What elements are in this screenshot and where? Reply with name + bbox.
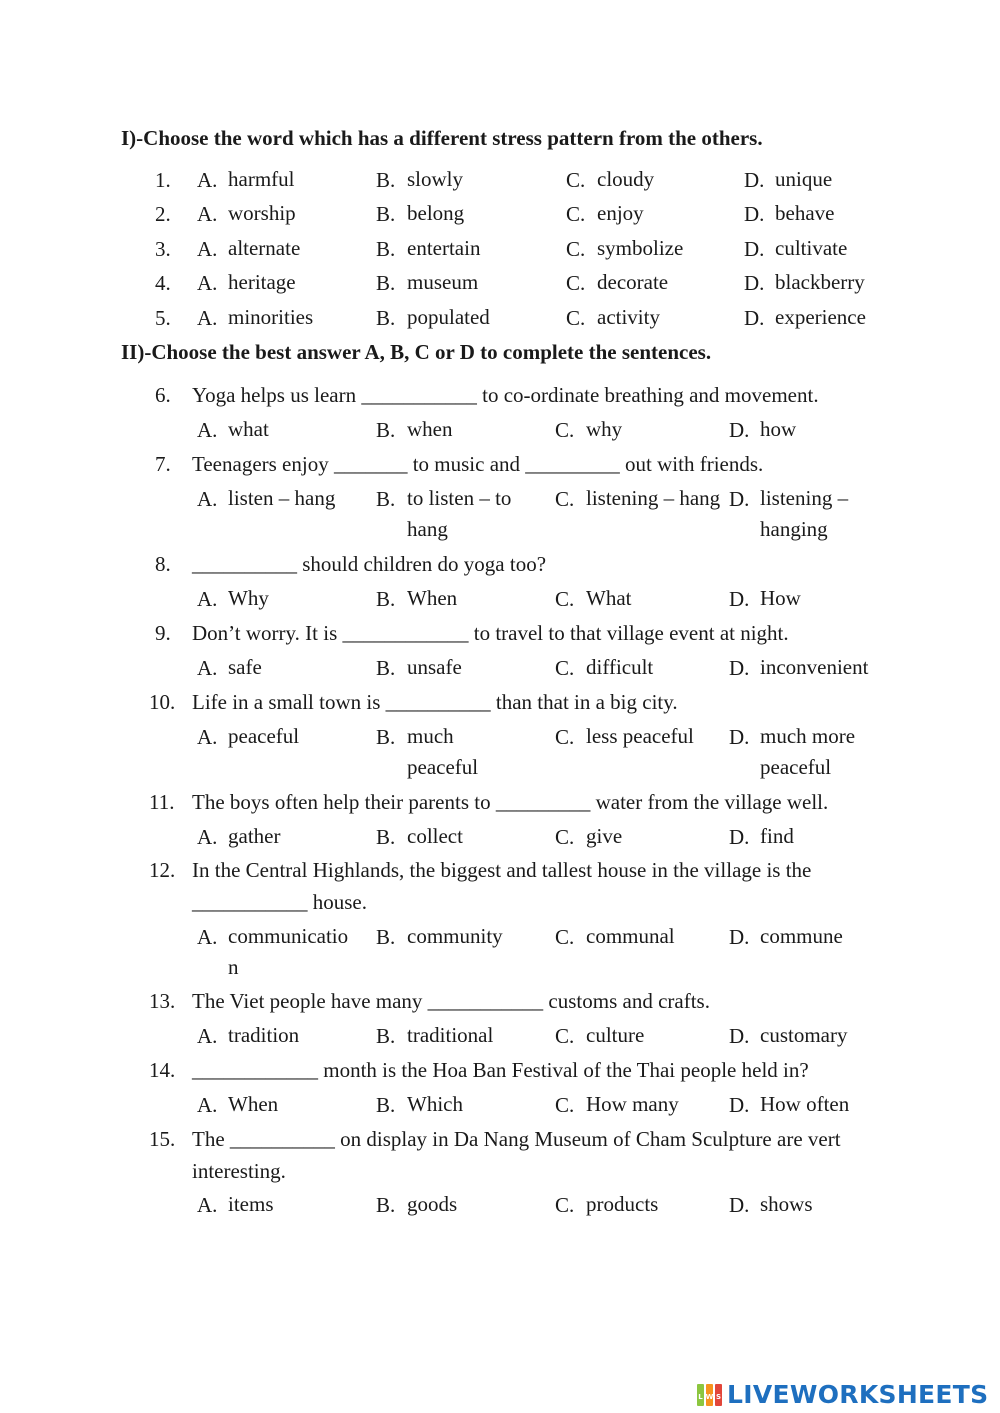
option-text: products	[586, 1192, 659, 1216]
option-letter: C.	[555, 418, 575, 442]
option-letter: C.	[555, 1024, 575, 1048]
option-text: decorate	[597, 270, 669, 294]
option-text: when	[407, 417, 453, 441]
option-text: listening – hanging	[760, 486, 849, 541]
option-text: Why	[228, 586, 269, 610]
option-letter: D.	[744, 271, 765, 295]
option-text: much more peaceful	[760, 724, 856, 779]
option-letter: B.	[376, 1024, 396, 1048]
option-text: cultivate	[775, 236, 848, 260]
option-text: heritage	[228, 270, 296, 294]
option-text: blackberry	[775, 270, 865, 294]
option-text: experience	[775, 305, 866, 329]
option-letter: C.	[555, 1093, 575, 1117]
question-number: 6.	[155, 383, 171, 407]
option-text: belong	[407, 201, 465, 225]
option-letter: A.	[197, 168, 218, 192]
option-letter: D.	[744, 202, 765, 226]
option-text: What	[586, 586, 632, 610]
option-letter: D.	[744, 306, 765, 330]
option-letter: A.	[197, 237, 218, 261]
option-text: listen – hang	[228, 486, 336, 510]
option-text: customary	[760, 1023, 848, 1047]
option-text: How many	[586, 1092, 679, 1116]
option-letter: D.	[729, 1093, 750, 1117]
option-letter: C.	[566, 271, 586, 295]
question-number: 13.	[149, 989, 176, 1013]
option-text: communal	[586, 924, 675, 948]
logo-letter-w: W	[705, 1393, 714, 1401]
option-text: commune	[760, 924, 843, 948]
option-letter: B.	[376, 1093, 396, 1117]
option-letter: D.	[744, 237, 765, 261]
option-text: to listen – to hang	[407, 486, 512, 541]
option-text: When	[228, 1092, 279, 1116]
option-letter: A.	[197, 1093, 218, 1117]
question-number: 14.	[149, 1058, 176, 1082]
option-text: minorities	[228, 305, 314, 329]
question-text: In the Central Highlands, the biggest and tallest house in the village is the	[192, 858, 812, 882]
option-letter: B.	[376, 271, 396, 295]
option-letter: A.	[197, 306, 218, 330]
option-text: traditional	[407, 1023, 494, 1047]
option-text: how	[760, 417, 797, 441]
option-letter: C.	[555, 1193, 575, 1217]
option-letter: A.	[197, 1193, 218, 1217]
question-number: 12.	[149, 858, 176, 882]
question-number: 1.	[155, 168, 171, 192]
question-number: 3.	[155, 237, 171, 261]
question-text-continued: ___________ house.	[192, 890, 367, 914]
option-text: listening – hang	[586, 486, 721, 510]
option-letter: A.	[197, 587, 218, 611]
question-number: 9.	[155, 621, 171, 645]
option-text: collect	[407, 824, 463, 848]
option-letter: A.	[197, 656, 218, 680]
option-letter: B.	[376, 656, 396, 680]
option-letter: B.	[376, 587, 396, 611]
option-text: community	[407, 924, 503, 948]
option-text: populated	[407, 305, 490, 329]
option-letter: A.	[197, 202, 218, 226]
option-text: gather	[228, 824, 281, 848]
question-text: Teenagers enjoy _______ to music and _________ out with friends.	[192, 452, 764, 476]
option-letter: D.	[729, 587, 750, 611]
option-letter: D.	[729, 656, 750, 680]
option-letter: D.	[744, 168, 765, 192]
option-text: culture	[586, 1023, 645, 1047]
option-text: find	[760, 824, 794, 848]
question-text: Life in a small town is __________ than that in a big city.	[192, 690, 678, 714]
option-letter: D.	[729, 487, 750, 511]
question-row	[0, 271, 1000, 303]
option-letter: B.	[376, 202, 396, 226]
option-letter: C.	[555, 925, 575, 949]
liveworksheets-logo-icon	[697, 1384, 723, 1406]
option-text: worship	[228, 201, 296, 225]
option-text: behave	[775, 201, 835, 225]
option-text: symbolize	[597, 236, 684, 260]
option-letter: C.	[566, 237, 586, 261]
option-letter: B.	[376, 306, 396, 330]
option-text: items	[228, 1192, 274, 1216]
option-text: difficult	[586, 655, 654, 679]
option-letter: B.	[376, 168, 396, 192]
question-text: The __________ on display in Da Nang Museum of Cham Sculpture are vert	[192, 1127, 841, 1151]
option-text: How	[760, 586, 801, 610]
question-number: 11.	[149, 790, 175, 814]
option-text: When	[407, 586, 458, 610]
option-letter: C.	[555, 487, 575, 511]
option-letter: D.	[729, 1024, 750, 1048]
question-row	[0, 306, 1000, 338]
option-letter: B.	[376, 487, 396, 511]
option-letter: A.	[197, 418, 218, 442]
option-text: Which	[407, 1092, 463, 1116]
question-number: 15.	[149, 1127, 176, 1151]
question-number: 5.	[155, 306, 171, 330]
question-text-continued: interesting.	[192, 1159, 286, 1183]
option-letter: A.	[197, 487, 218, 511]
question-text: Yoga helps us learn ___________ to co-ordinate breathing and movement.	[192, 383, 819, 407]
option-letter: A.	[197, 925, 218, 949]
question-number: 10.	[149, 690, 176, 714]
option-text: harmful	[228, 167, 295, 191]
option-text: enjoy	[597, 201, 644, 225]
option-letter: D.	[729, 418, 750, 442]
liveworksheets-brand-text: LIVEWORKSHEETS	[727, 1380, 989, 1409]
option-text: activity	[597, 305, 660, 329]
option-text: slowly	[407, 167, 464, 191]
option-text: peaceful	[228, 724, 300, 748]
liveworksheets-logo[interactable]	[697, 1380, 997, 1410]
logo-letter-s: S	[715, 1393, 722, 1401]
option-letter: B.	[376, 418, 396, 442]
option-text: unsafe	[407, 655, 462, 679]
question-number: 7.	[155, 452, 171, 476]
question-text: ____________ month is the Hoa Ban Festival of the Thai people held in?	[192, 1058, 809, 1082]
option-text: communication	[228, 924, 349, 979]
option-letter: D.	[729, 925, 750, 949]
option-letter: D.	[729, 1193, 750, 1217]
question-text: The boys often help their parents to _________ water from the village well.	[192, 790, 829, 814]
option-letter: B.	[376, 237, 396, 261]
question-number: 4.	[155, 271, 171, 295]
option-text: what	[228, 417, 269, 441]
option-letter: A.	[197, 725, 218, 749]
option-text: cloudy	[597, 167, 655, 191]
question-text: Don’t worry. It is ____________ to travel to that village event at night.	[192, 621, 789, 645]
section-1-heading: I)-Choose the word which has a different stress pattern from the others.	[121, 126, 763, 150]
question-number: 2.	[155, 202, 171, 226]
option-text: why	[586, 417, 623, 441]
section-2-heading: II)-Choose the best answer A, B, C or D to complete the sentences.	[121, 340, 712, 364]
option-text: inconvenient	[760, 655, 869, 679]
option-letter: C.	[566, 306, 586, 330]
option-text: goods	[407, 1192, 458, 1216]
option-text: entertain	[407, 236, 481, 260]
option-text: less peaceful	[586, 724, 694, 748]
option-text: shows	[760, 1192, 813, 1216]
option-text: give	[586, 824, 623, 848]
option-text: alternate	[228, 236, 301, 260]
option-letter: C.	[555, 656, 575, 680]
option-letter: B.	[376, 925, 396, 949]
option-letter: A.	[197, 271, 218, 295]
option-letter: C.	[555, 825, 575, 849]
option-letter: C.	[566, 168, 586, 192]
option-letter: C.	[555, 587, 575, 611]
question-row	[0, 202, 1000, 234]
option-letter: C.	[566, 202, 586, 226]
option-letter: C.	[555, 725, 575, 749]
question-text: __________ should children do yoga too?	[192, 552, 547, 576]
question-number: 8.	[155, 552, 171, 576]
option-text: safe	[228, 655, 262, 679]
option-letter: A.	[197, 825, 218, 849]
logo-letter-l: L	[698, 1393, 703, 1401]
option-letter: A.	[197, 1024, 218, 1048]
question-row	[0, 237, 1000, 269]
option-letter: D.	[729, 825, 750, 849]
option-letter: B.	[376, 1193, 396, 1217]
question-row	[0, 168, 1000, 200]
option-text: tradition	[228, 1023, 300, 1047]
option-text: unique	[775, 167, 833, 191]
option-letter: B.	[376, 825, 396, 849]
option-text: museum	[407, 270, 479, 294]
question-text: The Viet people have many ___________ customs and crafts.	[192, 989, 710, 1013]
option-letter: D.	[729, 725, 750, 749]
option-text: much peaceful	[407, 724, 479, 779]
option-text: How often	[760, 1092, 850, 1116]
option-letter: B.	[376, 725, 396, 749]
